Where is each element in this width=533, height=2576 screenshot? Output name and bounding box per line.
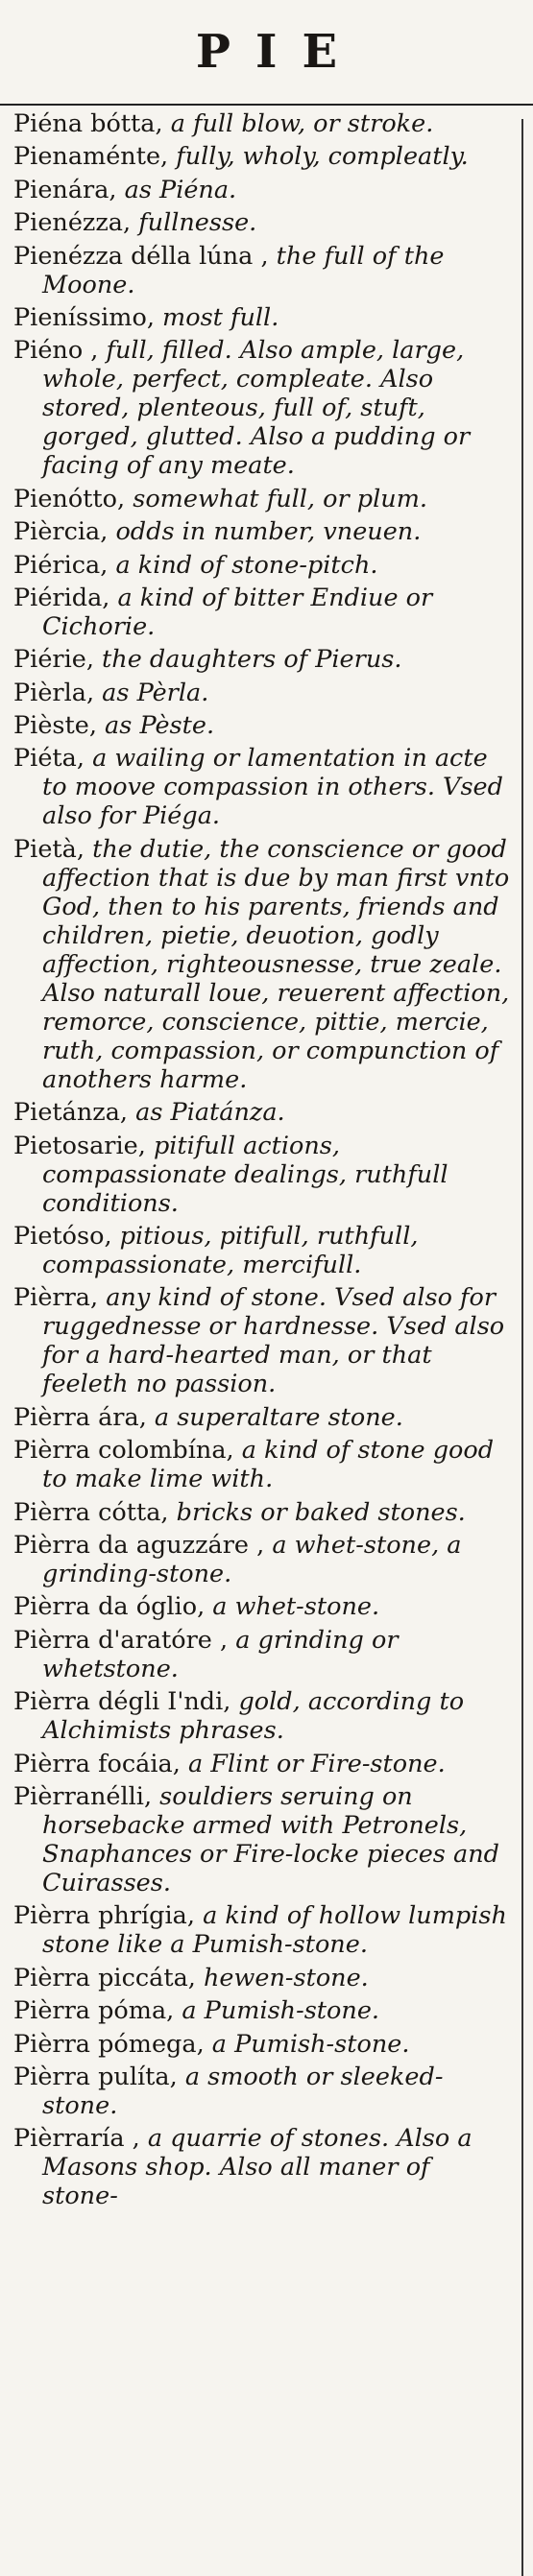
- entry-headword: Pietà,: [13, 834, 85, 864]
- entry-headword: Pièrra ára,: [13, 1402, 147, 1432]
- entry-definition: the daughters of Pierus.: [93, 645, 402, 675]
- entry-definition: a wailing or lamentation in acte to moove compassion in others. Vsed also for Piéga.: [42, 744, 503, 831]
- entry-definition: a full blow, or stroke.: [162, 109, 434, 138]
- dictionary-entry: [13, 1098, 513, 1127]
- entry-headword: Pièrcia,: [13, 517, 109, 547]
- entry-definition: the dutie, the conscience or good affection that is due by man first vnto God, then to his parents, friends and children, pietie, deuotion, godly affection, righteousnesse, true zeale. Also naturall loue, reuerent affection, remorce, conscience, pittie, mercie, ruth, compassion, or compunction of anothers harme.: [42, 834, 510, 1094]
- entry-headword: Pietóso,: [13, 1222, 112, 1252]
- dictionary-entry: [13, 584, 513, 641]
- entry-headword: Pienézza délla lúna ,: [13, 241, 269, 271]
- entry-headword: Pièrra,: [13, 1283, 99, 1313]
- entry-definition: hewen-stone.: [195, 1963, 369, 1992]
- dictionary-entry: [13, 485, 513, 513]
- entry-definition: any kind of stone. Vsed also for ruggednesse or hardnesse. Vsed also for a hard-hearted man, or that feeleth no passion.: [42, 1283, 505, 1399]
- entry-headword: Pièrra da aguzzáre ,: [13, 1530, 265, 1560]
- dictionary-entry: [13, 1996, 513, 2025]
- entry-definition: as Pèste.: [96, 711, 215, 741]
- entry-headword: Pienézza,: [13, 208, 132, 238]
- entry-headword: Pièrra piccáta,: [13, 1963, 196, 1992]
- entry-headword: Piéna bótta,: [13, 109, 163, 138]
- entry-headword: Pieníssimo,: [13, 302, 155, 332]
- entry-headword: Pièrra pulíta,: [13, 2062, 178, 2091]
- entry-definition: a whet-stone, a grinding-stone.: [42, 1530, 462, 1588]
- entry-definition: pitious, pitifull, ruthfull, compassionate, mercifull.: [42, 1222, 419, 1280]
- dictionary-entry: [13, 1687, 513, 1745]
- entry-headword: Pietánza,: [13, 1098, 129, 1128]
- entry-definition: a Pumish-stone.: [174, 1996, 380, 2026]
- dictionary-entry: [13, 835, 513, 1094]
- dictionary-entry: [13, 1782, 513, 1897]
- entry-headword: Pièrraría ,: [13, 2124, 140, 2154]
- dictionary-entry: [13, 551, 513, 580]
- entry-definition: a kind of bitter Endiue or Cichorie.: [42, 583, 433, 641]
- entry-definition: the full of the Moone.: [42, 241, 445, 299]
- entry-headword: Pièrra pómega,: [13, 2029, 205, 2059]
- entry-headword: Piérica,: [13, 550, 109, 580]
- entry-headword: Pièrranélli,: [13, 1781, 153, 1811]
- entry-definition: a quarrie of stones. Also a Masons shop. Also all maner of stone-: [42, 2124, 472, 2211]
- entry-headword: Pièrra focáia,: [13, 1749, 181, 1778]
- dictionary-entry: [13, 176, 513, 204]
- entry-definition: bricks or baked stones.: [168, 1497, 466, 1527]
- entry-definition: a Flint or Fire-stone.: [180, 1749, 446, 1778]
- entry-headword: Pièrra d'aratóre ,: [13, 1625, 229, 1655]
- dictionary-entry: [13, 1222, 513, 1279]
- entry-headword: Pietosarie,: [13, 1131, 146, 1160]
- entry-definition: as Piéna.: [116, 175, 237, 204]
- dictionary-entry: [13, 1498, 513, 1527]
- dictionary-entry: [13, 208, 513, 237]
- dictionary-entry: [13, 2124, 513, 2210]
- column-rule: [521, 119, 523, 2576]
- dictionary-entry: [13, 1132, 513, 1218]
- entry-definition: a kind of hollow lumpish stone like a Pumish-stone.: [42, 1901, 507, 1960]
- entry-headword: Pièrra colombína,: [13, 1436, 234, 1466]
- entry-definition: a superaltare stone.: [146, 1402, 403, 1432]
- entry-headword: Pienótto,: [13, 484, 126, 513]
- dictionary-entry: [13, 1750, 513, 1778]
- dictionary-entry: [13, 645, 513, 674]
- dictionary-entry: [13, 1626, 513, 1683]
- entry-headword: Pièrra da óglio,: [13, 1592, 206, 1622]
- entry-definition: pitifull actions, compassionate dealings, ruthfull conditions.: [42, 1131, 448, 1218]
- entry-definition: a grinding or whetstone.: [42, 1625, 399, 1683]
- entry-headword: Pièste,: [13, 711, 97, 741]
- page-header: [0, 0, 533, 104]
- entry-definition: a smooth or sleeked-stone.: [42, 2062, 444, 2120]
- dictionary-entry: [13, 1964, 513, 1992]
- entry-headword: Pièrra póma,: [13, 1996, 175, 2026]
- entry-definition: gold, according to Alchimists phrases.: [42, 1687, 465, 1746]
- entry-definition: a Pumish-stone.: [204, 2029, 410, 2059]
- entry-definition: a kind of stone good to make lime with.: [42, 1436, 495, 1494]
- entry-headword: Pienaménte,: [13, 142, 169, 172]
- dictionary-entry: [13, 336, 513, 480]
- entry-definition: as Piatánza.: [128, 1098, 285, 1128]
- running-headword: PIE: [195, 25, 363, 79]
- dictionary-entry: [13, 1901, 513, 1959]
- header-rule: [0, 104, 533, 106]
- dictionary-entry: [13, 1592, 513, 1621]
- entry-definition: odds in number, vneuen.: [108, 517, 422, 547]
- entry-definition: full, filled. Also ample, large, whole, perfect, compleate. Also stored, plenteous, full of, stuft, gorged, glutted. Also a pudding or facing of any meate.: [42, 336, 471, 481]
- entry-headword: Piéno ,: [13, 336, 99, 366]
- entry-definition: fullnesse.: [131, 208, 257, 238]
- entry-definition: souldiers seruing on horsebacke armed with Petronels, Snaphances or Fire-locke pieces and Cuirasses.: [42, 1781, 499, 1897]
- entry-headword: Pièrra dégli I'ndi,: [13, 1687, 231, 1717]
- entry-list: [13, 109, 513, 2215]
- dictionary-entry: [13, 744, 513, 830]
- entry-headword: Pièrra cótta,: [13, 1497, 169, 1527]
- entry-headword: Pièrra phrígia,: [13, 1901, 195, 1931]
- dictionary-entry: [13, 1403, 513, 1432]
- dictionary-entry: [13, 2063, 513, 2120]
- dictionary-entry: [13, 1436, 513, 1493]
- entry-headword: Pienára,: [13, 175, 117, 204]
- dictionary-entry: [13, 2030, 513, 2059]
- dictionary-entry: [13, 242, 513, 299]
- dictionary-entry: [13, 679, 513, 707]
- dictionary-entry: [13, 517, 513, 546]
- dictionary-entry: [13, 303, 513, 332]
- entry-definition: most full.: [154, 302, 279, 332]
- entry-definition: somewhat full, or plum.: [125, 484, 427, 513]
- entry-headword: Pièrla,: [13, 678, 95, 707]
- dictionary-entry: [13, 109, 513, 138]
- dictionary-entry: [13, 711, 513, 740]
- dictionary-entry: [13, 142, 513, 171]
- entry-headword: Piéta,: [13, 744, 85, 774]
- entry-definition: as Pèrla.: [94, 678, 209, 707]
- entry-definition: a whet-stone.: [205, 1592, 380, 1622]
- entry-definition: a kind of stone-pitch.: [108, 550, 378, 580]
- entry-definition: fully, wholy, compleatly.: [168, 142, 469, 172]
- entry-headword: Piérie,: [13, 645, 94, 675]
- dictionary-entry: [13, 1283, 513, 1398]
- dictionary-entry: [13, 1531, 513, 1588]
- entry-headword: Piérida,: [13, 583, 110, 612]
